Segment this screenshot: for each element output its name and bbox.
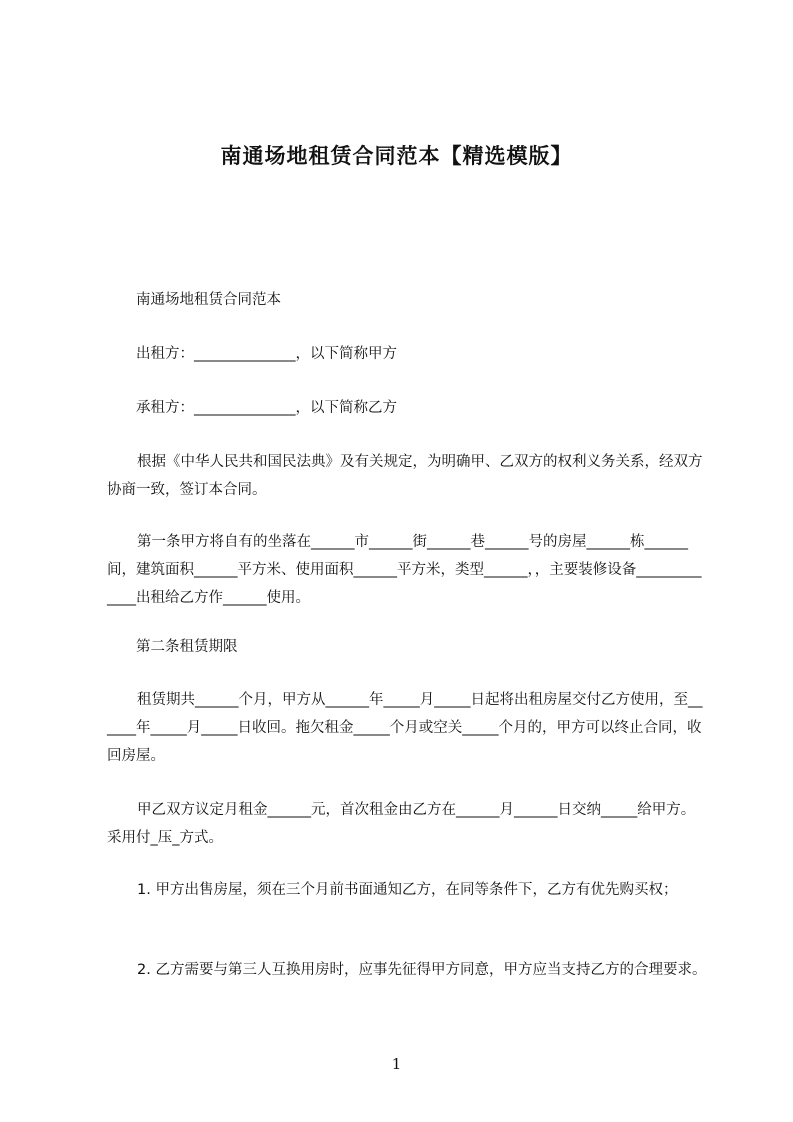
paragraph-article-two-heading: 第二条租赁期限 — [136, 639, 238, 655]
paragraph-item-one: 1. 甲方出售房屋，须在三个月前书面通知乙方，在同等条件下，乙方有优先购买权； — [137, 882, 678, 898]
page-number: 1 — [391, 1055, 402, 1073]
paragraph-lessee: 承租方：______________，以下简称乙方 — [136, 400, 397, 416]
document-title: 南通场地租赁合同范本【精选模版】 — [220, 144, 573, 168]
paragraph-heading: 南通场地租赁合同范本 — [136, 292, 281, 308]
paragraph-rent: 甲乙双方议定月租金______元，首次租金由乙方在______月______日交纳_____给甲方。采用付_压_方式。 — [107, 802, 696, 846]
paragraph-item-two: 2. 乙方需要与第三人互换用房时，应事先征得甲方同意，甲方应当支持乙方的合理要求。 — [137, 962, 707, 978]
paragraph-basis: 根据《中华人民共和国民法典》及有关规定，为明确甲、乙双方的权利义务关系，经双方协商一致，签订本合同。 — [107, 454, 703, 498]
paragraph-lessor: 出租方：______________，以下简称甲方 — [136, 346, 397, 362]
paragraph-article-one: 第一条甲方将自有的坐落在______市______街______巷______号的房屋______栋______间，建筑面积______平方米、使用面积______平方米，类型______，，主要装修设备_____________出租给乙方作______使用。 — [107, 534, 702, 606]
paragraph-lease-term: 租赁期共______个月，甲方从______年_____月_____日起将出租房屋交付乙方使用，至______年_____月_____日收回。拖欠租金_____个月或空关_____个月的，甲方可以终止合同，收回房屋。 — [107, 692, 703, 764]
